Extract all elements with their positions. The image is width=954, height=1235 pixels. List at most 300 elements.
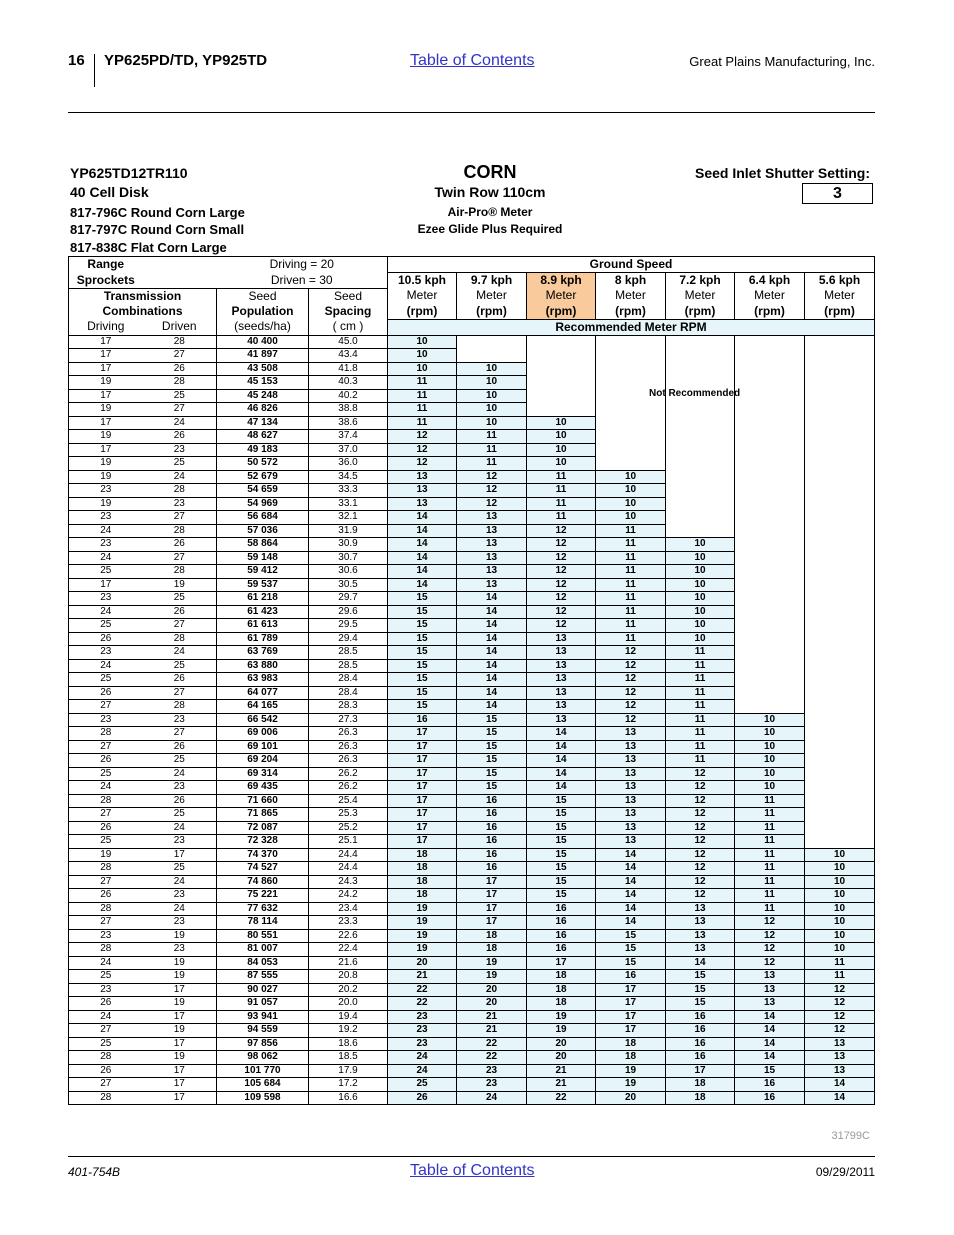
spacing-cell: 29.7 bbox=[309, 592, 388, 606]
population-cell: 41 897 bbox=[217, 349, 309, 363]
meter-rpm-cell: 19 bbox=[596, 1064, 666, 1078]
spacing-cell: 28.5 bbox=[309, 659, 388, 673]
driven-cell: 25 bbox=[143, 659, 217, 673]
meter-rpm-cell: 20 bbox=[527, 1051, 596, 1065]
meter-rpm-cell: 13 bbox=[527, 673, 596, 687]
meter-rpm-cell bbox=[527, 349, 596, 363]
meter-rpm-cell: 15 bbox=[527, 848, 596, 862]
meter-rpm-cell: 15 bbox=[596, 943, 666, 957]
meter-rpm-cell bbox=[805, 646, 875, 660]
meter-rpm-cell: 11 bbox=[666, 727, 735, 741]
driven-cell: 25 bbox=[143, 862, 217, 876]
meter-rpm-cell: 12 bbox=[666, 862, 735, 876]
meter-rpm-cell bbox=[805, 565, 875, 579]
population-cell: 74 527 bbox=[217, 862, 309, 876]
table-row bbox=[69, 497, 875, 511]
driving-cell: 27 bbox=[69, 916, 143, 930]
meter-rpm-cell: 12 bbox=[388, 443, 457, 457]
meter-rpm-cell bbox=[735, 376, 805, 390]
population-cell: 72 087 bbox=[217, 821, 309, 835]
meter-rpm-cell: 13 bbox=[527, 659, 596, 673]
meter-rpm-cell bbox=[735, 673, 805, 687]
spacing-cell: 43.4 bbox=[309, 349, 388, 363]
population-label-2: Population bbox=[217, 304, 309, 320]
driven-cell: 23 bbox=[143, 443, 217, 457]
meter-rpm-cell: 18 bbox=[527, 983, 596, 997]
table-row bbox=[69, 376, 875, 390]
meter-rpm-cell bbox=[805, 511, 875, 525]
config-disk: 40 Cell Disk bbox=[70, 184, 149, 200]
meter-rpm-cell: 12 bbox=[666, 821, 735, 835]
driving-cell: 17 bbox=[69, 389, 143, 403]
header-rule bbox=[68, 112, 875, 113]
meter-rpm-cell: 14 bbox=[457, 632, 527, 646]
population-cell: 69 435 bbox=[217, 781, 309, 795]
meter-rpm-cell: 13 bbox=[527, 632, 596, 646]
driven-cell: 23 bbox=[143, 916, 217, 930]
meter-rpm-cell: 17 bbox=[388, 781, 457, 795]
meter-label-0: Meter bbox=[388, 288, 457, 304]
driving-cell: 23 bbox=[69, 983, 143, 997]
meter-rpm-cell bbox=[805, 335, 875, 349]
driving-cell: 25 bbox=[69, 835, 143, 849]
meter-rpm-cell bbox=[735, 686, 805, 700]
driven-cell: 25 bbox=[143, 457, 217, 471]
meter-rpm-cell: 14 bbox=[596, 889, 666, 903]
meter-rpm-cell: 16 bbox=[457, 862, 527, 876]
meter-rpm-cell: 12 bbox=[527, 524, 596, 538]
table-row bbox=[69, 1037, 875, 1051]
rpm-label-0: (rpm) bbox=[388, 304, 457, 320]
driven-cell: 19 bbox=[143, 578, 217, 592]
meter-rpm-cell: 14 bbox=[457, 646, 527, 660]
meter-rpm-cell bbox=[527, 335, 596, 349]
meter-rpm-cell: 12 bbox=[596, 686, 666, 700]
meter-rpm-cell: 10 bbox=[457, 389, 527, 403]
meter-rpm-cell: 10 bbox=[805, 929, 875, 943]
meter-rpm-cell bbox=[735, 443, 805, 457]
driving-cell: 27 bbox=[69, 1078, 143, 1092]
config-part-3: 817-838C Flat Corn Large bbox=[70, 240, 227, 255]
sprockets-label: Sprockets bbox=[69, 273, 143, 289]
rpm-label-3: (rpm) bbox=[596, 304, 666, 320]
population-cell: 101 770 bbox=[217, 1064, 309, 1078]
table-row bbox=[69, 673, 875, 687]
meter-rpm-cell: 15 bbox=[735, 1064, 805, 1078]
population-cell: 61 613 bbox=[217, 619, 309, 633]
meter-rpm-cell: 17 bbox=[388, 794, 457, 808]
meter-rpm-cell: 14 bbox=[527, 740, 596, 754]
meter-rpm-cell: 22 bbox=[388, 997, 457, 1011]
meter-rpm-cell: 11 bbox=[527, 470, 596, 484]
meter-rpm-cell: 10 bbox=[805, 943, 875, 957]
meter-rpm-cell bbox=[735, 538, 805, 552]
driving-cell: 28 bbox=[69, 943, 143, 957]
meter-rpm-cell: 14 bbox=[457, 700, 527, 714]
config-model: YP625TD12TR110 bbox=[70, 165, 188, 181]
spacing-cell: 29.4 bbox=[309, 632, 388, 646]
meter-rpm-cell: 10 bbox=[596, 511, 666, 525]
driving-cell: 24 bbox=[69, 524, 143, 538]
meter-rpm-cell: 11 bbox=[527, 497, 596, 511]
requirement-note: Ezee Glide Plus Required bbox=[417, 222, 563, 236]
meter-rpm-cell: 23 bbox=[388, 1024, 457, 1038]
meter-rpm-cell: 13 bbox=[596, 767, 666, 781]
meter-rpm-cell: 13 bbox=[457, 578, 527, 592]
meter-rpm-cell: 10 bbox=[388, 362, 457, 376]
doc-number: 401-754B bbox=[68, 1165, 121, 1179]
not-recommended-label: Not Recommended bbox=[649, 388, 741, 399]
meter-rpm-cell: 10 bbox=[527, 416, 596, 430]
meter-rpm-cell: 11 bbox=[527, 484, 596, 498]
meter-rpm-cell bbox=[805, 497, 875, 511]
driving-cell: 25 bbox=[69, 1037, 143, 1051]
meter-rpm-cell: 14 bbox=[457, 619, 527, 633]
table-row bbox=[69, 970, 875, 984]
driving-cell: 27 bbox=[69, 700, 143, 714]
driving-cell: 17 bbox=[69, 416, 143, 430]
meter-rpm-cell bbox=[666, 470, 735, 484]
footer-toc-link[interactable]: Table of Contents bbox=[410, 1162, 535, 1179]
driven-cell: 19 bbox=[143, 997, 217, 1011]
meter-rpm-cell: 17 bbox=[596, 983, 666, 997]
spacing-cell: 22.6 bbox=[309, 929, 388, 943]
meter-rpm-cell: 16 bbox=[666, 1051, 735, 1065]
meter-rpm-cell: 17 bbox=[388, 821, 457, 835]
table-row bbox=[69, 943, 875, 957]
meter-rpm-cell bbox=[666, 376, 735, 390]
driving-cell: 23 bbox=[69, 484, 143, 498]
meter-rpm-cell: 12 bbox=[596, 700, 666, 714]
spacing-cell: 26.3 bbox=[309, 754, 388, 768]
meter-rpm-cell: 14 bbox=[457, 605, 527, 619]
meter-rpm-cell: 10 bbox=[457, 416, 527, 430]
meter-rpm-cell: 24 bbox=[457, 1091, 527, 1105]
meter-rpm-cell: 18 bbox=[457, 929, 527, 943]
driven-cell: 17 bbox=[143, 1037, 217, 1051]
meter-rpm-cell bbox=[805, 659, 875, 673]
meter-rpm-cell: 12 bbox=[735, 929, 805, 943]
population-cell: 78 114 bbox=[217, 916, 309, 930]
meter-rpm-cell: 20 bbox=[596, 1091, 666, 1105]
meter-rpm-cell: 14 bbox=[527, 754, 596, 768]
meter-rpm-cell: 17 bbox=[388, 754, 457, 768]
meter-rpm-cell bbox=[805, 686, 875, 700]
meter-rpm-cell: 11 bbox=[666, 646, 735, 660]
driven-cell: 24 bbox=[143, 767, 217, 781]
meter-rpm-cell: 11 bbox=[596, 578, 666, 592]
meter-rpm-cell: 13 bbox=[527, 713, 596, 727]
driving-cell: 24 bbox=[69, 659, 143, 673]
meter-rpm-cell bbox=[735, 565, 805, 579]
meter-rpm-cell bbox=[666, 511, 735, 525]
meter-rpm-cell bbox=[735, 457, 805, 471]
meter-rpm-cell: 15 bbox=[596, 929, 666, 943]
driving-cell: 23 bbox=[69, 646, 143, 660]
meter-rpm-cell: 14 bbox=[388, 551, 457, 565]
driving-cell: 23 bbox=[69, 713, 143, 727]
meter-rpm-cell: 10 bbox=[596, 497, 666, 511]
meter-rpm-cell bbox=[805, 416, 875, 430]
meter-rpm-cell bbox=[735, 430, 805, 444]
driving-cell: 24 bbox=[69, 605, 143, 619]
meter-rpm-cell: 12 bbox=[735, 943, 805, 957]
driven-cell: 24 bbox=[143, 416, 217, 430]
ground-speed-label: Ground Speed bbox=[388, 257, 875, 273]
meter-rpm-cell: 12 bbox=[457, 470, 527, 484]
table-row bbox=[69, 592, 875, 606]
meter-rpm-cell: 11 bbox=[805, 956, 875, 970]
meter-rpm-cell: 16 bbox=[457, 821, 527, 835]
meter-rpm-cell: 16 bbox=[527, 902, 596, 916]
meter-rpm-cell: 11 bbox=[596, 565, 666, 579]
population-cell: 49 183 bbox=[217, 443, 309, 457]
meter-rpm-cell: 14 bbox=[596, 916, 666, 930]
population-cell: 61 423 bbox=[217, 605, 309, 619]
meter-rpm-cell: 10 bbox=[805, 862, 875, 876]
meter-rpm-cell bbox=[805, 470, 875, 484]
meter-rpm-cell: 14 bbox=[388, 538, 457, 552]
meter-rpm-cell: 12 bbox=[666, 808, 735, 822]
meter-rpm-cell bbox=[735, 470, 805, 484]
meter-rpm-cell: 13 bbox=[596, 794, 666, 808]
meter-rpm-cell: 24 bbox=[388, 1064, 457, 1078]
table-row bbox=[69, 1051, 875, 1065]
meter-rpm-cell: 21 bbox=[457, 1024, 527, 1038]
meter-rpm-cell: 19 bbox=[388, 943, 457, 957]
table-row bbox=[69, 430, 875, 444]
population-cell: 74 860 bbox=[217, 875, 309, 889]
driven-cell: 17 bbox=[143, 1064, 217, 1078]
meter-rpm-cell bbox=[735, 632, 805, 646]
driving-cell: 17 bbox=[69, 349, 143, 363]
meter-rpm-cell: 10 bbox=[666, 538, 735, 552]
meter-rpm-cell: 18 bbox=[666, 1091, 735, 1105]
meter-rpm-cell: 15 bbox=[596, 956, 666, 970]
meter-rpm-cell: 16 bbox=[666, 1010, 735, 1024]
meter-rpm-cell: 13 bbox=[527, 686, 596, 700]
shutter-value: 3 bbox=[802, 183, 873, 204]
spacing-cell: 30.9 bbox=[309, 538, 388, 552]
driven-cell: 23 bbox=[143, 713, 217, 727]
meter-rpm-cell bbox=[735, 335, 805, 349]
driven-cell: 26 bbox=[143, 673, 217, 687]
spacing-cell: 20.8 bbox=[309, 970, 388, 984]
meter-rpm-cell: 14 bbox=[735, 1037, 805, 1051]
meter-rpm-cell: 17 bbox=[388, 767, 457, 781]
population-cell: 91 057 bbox=[217, 997, 309, 1011]
meter-rpm-cell: 11 bbox=[527, 511, 596, 525]
driving-cell: 19 bbox=[69, 430, 143, 444]
driving-cell: 28 bbox=[69, 1091, 143, 1105]
meter-rpm-cell: 10 bbox=[735, 713, 805, 727]
meter-rpm-cell: 15 bbox=[457, 713, 527, 727]
crop-title: CORN bbox=[463, 162, 517, 182]
spacing-cell: 19.4 bbox=[309, 1010, 388, 1024]
meter-rpm-cell: 16 bbox=[735, 1091, 805, 1105]
meter-rpm-cell: 10 bbox=[805, 848, 875, 862]
meter-rpm-cell bbox=[805, 538, 875, 552]
meter-rpm-cell: 10 bbox=[527, 443, 596, 457]
meter-rpm-cell: 11 bbox=[457, 430, 527, 444]
meter-label-1: Meter bbox=[457, 288, 527, 304]
table-row bbox=[69, 632, 875, 646]
spacing-cell: 28.3 bbox=[309, 700, 388, 714]
spacing-cell: 20.0 bbox=[309, 997, 388, 1011]
meter-rpm-cell: 15 bbox=[388, 605, 457, 619]
meter-rpm-cell: 21 bbox=[457, 1010, 527, 1024]
meter-rpm-cell: 13 bbox=[457, 538, 527, 552]
driving-cell: 19 bbox=[69, 470, 143, 484]
driving-cell: 28 bbox=[69, 794, 143, 808]
meter-rpm-cell: 14 bbox=[735, 1010, 805, 1024]
table-row bbox=[69, 983, 875, 997]
meter-rpm-cell bbox=[805, 551, 875, 565]
meter-rpm-cell: 14 bbox=[457, 592, 527, 606]
spacing-cell: 20.2 bbox=[309, 983, 388, 997]
header-divider bbox=[94, 54, 95, 87]
meter-rpm-cell: 13 bbox=[457, 551, 527, 565]
meter-rpm-cell: 16 bbox=[457, 794, 527, 808]
meter-rpm-cell: 22 bbox=[457, 1037, 527, 1051]
population-cell: 80 551 bbox=[217, 929, 309, 943]
meter-rpm-cell: 22 bbox=[457, 1051, 527, 1065]
shutter-label: Seed Inlet Shutter Setting: bbox=[694, 165, 870, 181]
meter-rpm-cell: 10 bbox=[735, 727, 805, 741]
driving-cell: 25 bbox=[69, 619, 143, 633]
driven-cell: 24 bbox=[143, 875, 217, 889]
header-toc-link[interactable]: Table of Contents bbox=[410, 52, 535, 69]
meter-type: Air-Pro® Meter bbox=[447, 205, 533, 219]
meter-rpm-cell: 13 bbox=[666, 929, 735, 943]
meter-rpm-cell bbox=[596, 457, 666, 471]
table-row bbox=[69, 875, 875, 889]
driven-cell: 19 bbox=[143, 1051, 217, 1065]
meter-rpm-cell: 18 bbox=[666, 1078, 735, 1092]
table-row bbox=[69, 619, 875, 633]
spacing-cell: 28.4 bbox=[309, 686, 388, 700]
meter-rpm-cell: 12 bbox=[596, 713, 666, 727]
spacing-cell: 30.6 bbox=[309, 565, 388, 579]
meter-rpm-cell: 13 bbox=[527, 646, 596, 660]
table-row bbox=[69, 754, 875, 768]
spacing-cell: 32.1 bbox=[309, 511, 388, 525]
meter-rpm-cell: 15 bbox=[527, 862, 596, 876]
table-row bbox=[69, 700, 875, 714]
meter-rpm-cell: 10 bbox=[666, 592, 735, 606]
driving-cell: 27 bbox=[69, 740, 143, 754]
meter-rpm-cell: 19 bbox=[388, 916, 457, 930]
meter-rpm-cell bbox=[805, 443, 875, 457]
population-cell: 59 412 bbox=[217, 565, 309, 579]
meter-rpm-cell: 13 bbox=[527, 700, 596, 714]
spacing-cell: 18.6 bbox=[309, 1037, 388, 1051]
meter-rpm-cell: 11 bbox=[388, 403, 457, 417]
row-spacing: Twin Row 110cm bbox=[434, 184, 546, 200]
meter-rpm-cell: 15 bbox=[388, 700, 457, 714]
meter-rpm-cell: 15 bbox=[388, 659, 457, 673]
table-row bbox=[69, 349, 875, 363]
meter-rpm-cell: 11 bbox=[735, 808, 805, 822]
meter-rpm-cell bbox=[596, 443, 666, 457]
driven-cell: 23 bbox=[143, 835, 217, 849]
population-cell: 66 542 bbox=[217, 713, 309, 727]
meter-rpm-cell bbox=[805, 700, 875, 714]
spacing-cell: 19.2 bbox=[309, 1024, 388, 1038]
meter-label-4: Meter bbox=[666, 288, 735, 304]
meter-rpm-cell bbox=[596, 335, 666, 349]
population-cell: 69 006 bbox=[217, 727, 309, 741]
meter-rpm-cell: 12 bbox=[527, 565, 596, 579]
combinations-label: Combinations bbox=[69, 304, 217, 320]
meter-rpm-cell: 10 bbox=[388, 349, 457, 363]
meter-rpm-cell: 19 bbox=[388, 929, 457, 943]
driving-cell: 26 bbox=[69, 686, 143, 700]
spacing-cell: 22.4 bbox=[309, 943, 388, 957]
spacing-cell: 18.5 bbox=[309, 1051, 388, 1065]
meter-rpm-cell bbox=[596, 403, 666, 417]
meter-rpm-cell: 18 bbox=[388, 875, 457, 889]
population-cell: 56 684 bbox=[217, 511, 309, 525]
meter-rpm-cell: 11 bbox=[666, 700, 735, 714]
spacing-cell: 45.0 bbox=[309, 335, 388, 349]
meter-rpm-cell: 12 bbox=[527, 619, 596, 633]
meter-rpm-cell: 19 bbox=[527, 1010, 596, 1024]
table-row bbox=[69, 605, 875, 619]
meter-rpm-cell bbox=[735, 700, 805, 714]
meter-rpm-cell: 12 bbox=[596, 659, 666, 673]
population-cell: 69 101 bbox=[217, 740, 309, 754]
meter-rpm-cell: 25 bbox=[388, 1078, 457, 1092]
meter-rpm-cell: 16 bbox=[527, 929, 596, 943]
meter-rpm-cell: 16 bbox=[457, 848, 527, 862]
table-row bbox=[69, 524, 875, 538]
driving-cell: 28 bbox=[69, 902, 143, 916]
table-row bbox=[69, 389, 875, 403]
spacing-cell: 23.3 bbox=[309, 916, 388, 930]
meter-rpm-cell bbox=[805, 403, 875, 417]
table-row bbox=[69, 713, 875, 727]
meter-rpm-cell: 11 bbox=[666, 673, 735, 687]
meter-rpm-cell: 10 bbox=[735, 754, 805, 768]
meter-rpm-cell: 11 bbox=[735, 862, 805, 876]
population-unit: (seeds/ha) bbox=[217, 319, 309, 335]
meter-rpm-cell: 13 bbox=[596, 727, 666, 741]
meter-rpm-cell: 11 bbox=[666, 659, 735, 673]
meter-rpm-cell: 13 bbox=[735, 997, 805, 1011]
meter-rpm-cell bbox=[805, 808, 875, 822]
meter-rpm-cell: 13 bbox=[457, 511, 527, 525]
meter-rpm-cell: 13 bbox=[805, 1037, 875, 1051]
spacing-cell: 26.3 bbox=[309, 727, 388, 741]
spacing-cell: 37.0 bbox=[309, 443, 388, 457]
meter-rpm-cell bbox=[596, 349, 666, 363]
population-cell: 90 027 bbox=[217, 983, 309, 997]
driven-cell: 26 bbox=[143, 605, 217, 619]
meter-rpm-cell bbox=[805, 578, 875, 592]
meter-rpm-cell: 11 bbox=[596, 619, 666, 633]
meter-rpm-cell: 11 bbox=[457, 443, 527, 457]
table-row bbox=[69, 767, 875, 781]
meter-rpm-cell: 20 bbox=[388, 956, 457, 970]
driving-cell: 19 bbox=[69, 848, 143, 862]
meter-rpm-cell: 15 bbox=[457, 740, 527, 754]
meter-rpm-cell bbox=[596, 430, 666, 444]
meter-rpm-cell: 10 bbox=[388, 335, 457, 349]
meter-rpm-cell bbox=[666, 362, 735, 376]
meter-rpm-cell: 13 bbox=[666, 902, 735, 916]
meter-rpm-cell: 10 bbox=[666, 551, 735, 565]
